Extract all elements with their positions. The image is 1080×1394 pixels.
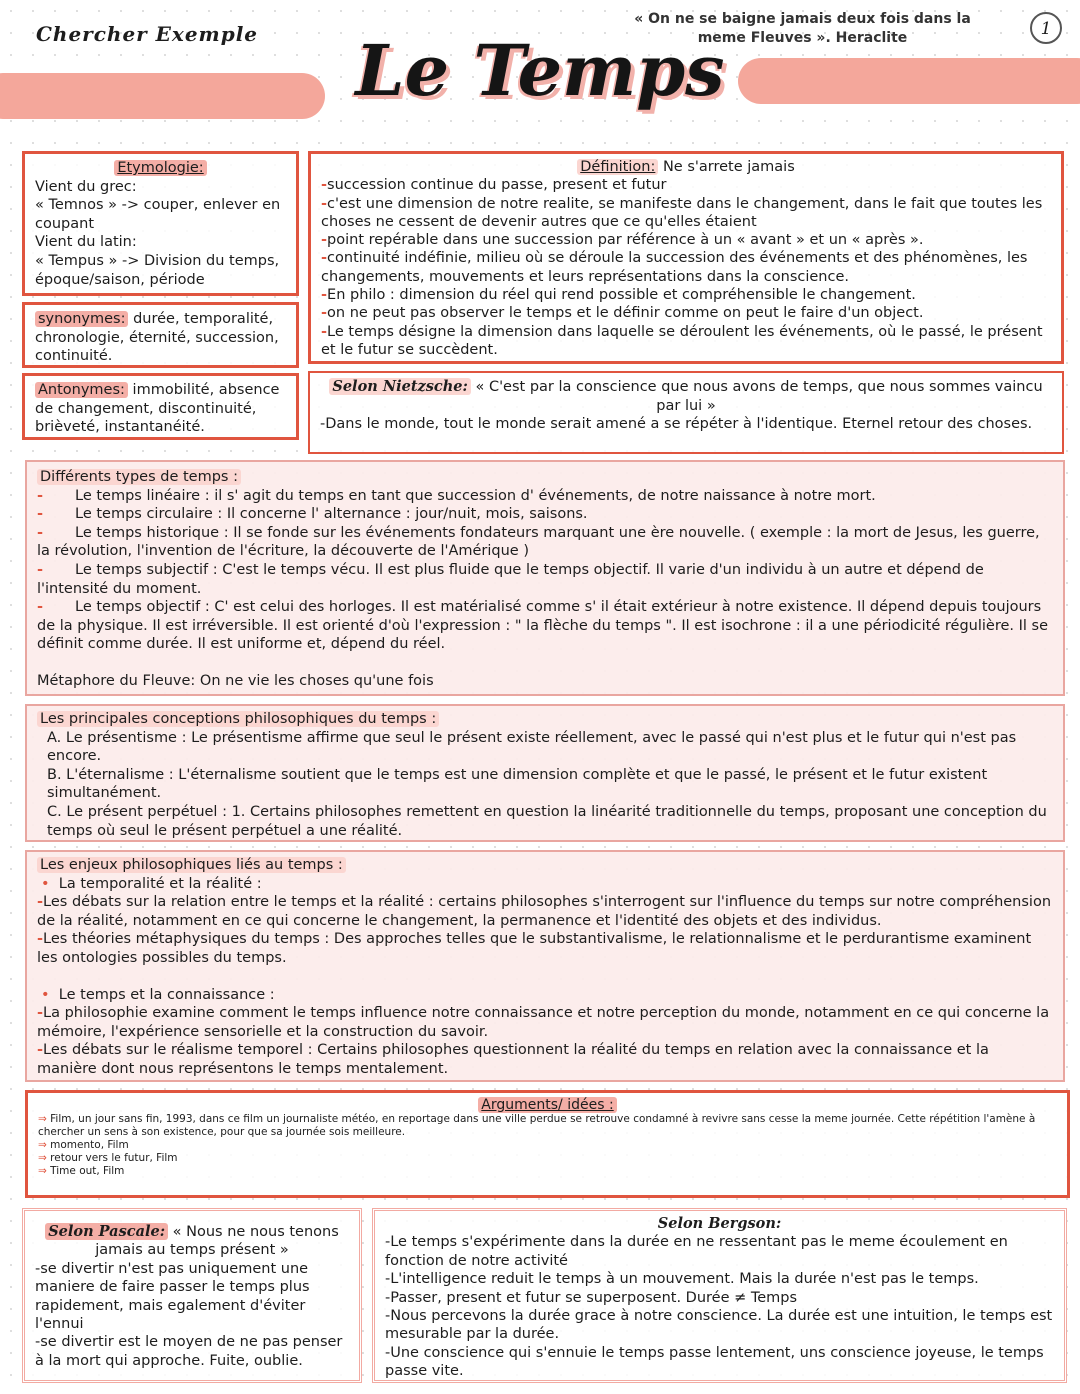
etymologie-line: Vient du grec: bbox=[35, 178, 137, 195]
types-title: Différents types de temps : bbox=[37, 469, 241, 485]
types-item: Le temps objectif : C' est celui des horloges. Il est matérialisé comme s' il était extérieur à notre existence. Il dépend depuis toujours de la physique. Il est irréversible. Il est orienté d'où l'expression : " la flèche du temps ". Il est isochrone : il a une périodicité régulière. Il se définit comme durée. Il est uniforme et, dépend du réel. bbox=[37, 599, 1048, 653]
arguments-item: Film, un jour sans fin, 1993, dans ce film un journaliste météo, en reportage dans une ville perdue se retrouve condamné à revivre sans cesse la meme journée. Cette répétition l'amène à chercher un sens à son existence, pour que sa journée sois meilleure. bbox=[38, 1113, 1036, 1138]
enjeux-item: Les débats sur la relation entre le temps et la réalité : certains philosophes s'interrogent sur l'influence du temps sur notre compréhension de la réalité, notamment en ce qui concerne le changement, la permanence et l'identité des objets et des individus. bbox=[37, 894, 1052, 929]
definition-subtitle: Ne s'arrete jamais bbox=[662, 159, 795, 175]
etymologie-line: Vient du latin: bbox=[35, 234, 137, 251]
page-number: 1 bbox=[1030, 12, 1062, 44]
bergson-line: -Passer, present et futur se superposent. Durée ≠ Temps bbox=[385, 1289, 798, 1306]
synonymes-text: durée, temporalité, chronologie, éternité, succession, continuité. bbox=[35, 311, 279, 365]
definition-line: on ne peut pas observer le temps et le définir comme on peut le faire d'un object. bbox=[327, 305, 924, 322]
header-band-right bbox=[738, 58, 1080, 104]
definition-label: Définition: bbox=[577, 159, 658, 175]
conceptions-item: C. Le présent perpétuel : 1. Certains philosophes remettent en question la linéarité traditionnelle du temps, proposant une conception du temps où seul le présent perpétuel a une réalité. bbox=[47, 803, 1047, 839]
pascal-label: Selon Pascale: bbox=[45, 1223, 168, 1240]
etymologie-title: Etymologie: bbox=[114, 160, 206, 176]
antonymes-label: Antonymes: bbox=[35, 382, 128, 398]
nietzsche-label: Selon Nietzsche: bbox=[329, 378, 471, 395]
conceptions-title: Les principales conceptions philosophiques du temps : bbox=[37, 711, 439, 727]
bergson-label: Selon Bergson: bbox=[657, 1215, 782, 1232]
bergson-line: -L'intelligence reduit le temps à un mouvement. Mais la durée n'est pas le temps. bbox=[385, 1271, 979, 1288]
types-metaphore: Métaphore du Fleuve: On ne vie les choses qu'une fois bbox=[37, 672, 434, 689]
search-hint: Chercher Exemple bbox=[36, 22, 259, 46]
arguments-box: Arguments/ idées : ⇒ Film, un jour sans fin, 1993, dans ce film un journaliste météo, en reportage dans une ville perdue se retrouve condamné à revivre sans cesse la meme journée. Cette répétition l'amène à chercher un sens à son existence, pour que sa journée sois meilleure. ⇒ momento, Film ⇒ retour vers le futur, Film ⇒ Time out, Film bbox=[25, 1090, 1070, 1198]
pascal-line: -se divertir est le moyen de ne pas penser à la mort qui approche. Fuite, oublie. bbox=[35, 1334, 343, 1369]
enjeux-heading-2: Le temps et la connaissance : bbox=[58, 986, 275, 1003]
enjeux-box: Les enjeux philosophiques liés au temps : • La temporalité et la réalité : -Les débats sur la relation entre le temps et la réalité : certains philosophes s'interrogent sur l'influence du temps sur notre compréhension de la réalité, notamment en ce qui concerne le changement, la permanence et l'identité des objets et des individus. -Les théories métaphysiques du temps : Des approches telles que le substantivalisme, le relationnalisme et le perdurantisme examinent les ontologies possibles du temps. • Le temps et la connaissance : -La philosophie examine comment le temps influence notre connaissance et notre perception du monde, notamment en ce qui concerne la mémoire, l'expérience sensorielle et la construction du savoir. -Les débats sur le réalisme temporel : Certains philosophes questionnent la réalité du temps en relation avec la connaissance et la manière dont nous représentons le temps mentalement. bbox=[25, 850, 1065, 1082]
types-item: Le temps historique : Il se fonde sur les événements fondateurs marquant une ère nouvelle. ( exemple : la mort de Jesus, les guerre, la révolution, l'invention de l'écriture, la découverte de l'Amérique ) bbox=[37, 524, 1040, 560]
conceptions-item: B. L'éternalisme : L'éternalisme soutient que le temps est une dimension complète et que le passé, le présent et le futur existent simultanément. bbox=[47, 766, 988, 802]
pascal-line: -se divertir n'est pas uniquement une maniere de faire passer le temps plus rapidement, mais egalement d'éviter l'ennui bbox=[35, 1260, 310, 1333]
types-item: Le temps linéaire : il s' agit du temps en tant que succession d' événements, de notre naissance à notre mort. bbox=[75, 487, 876, 504]
conceptions-item: A. Le présentisme : Le présentisme affirme que seul le présent existe réellement, avec le passé qui n'est plus et le futur qui n'est pas encore. bbox=[47, 729, 1017, 765]
bergson-line: -Nous percevons la durée grace à notre conscience. La durée est une intuition, le temps est mesurable par la durée. bbox=[385, 1308, 1053, 1343]
definition-line: point repérable dans une succession par référence à un « avant » et un « après ». bbox=[327, 232, 924, 249]
nietzsche-box bbox=[308, 371, 1064, 454]
definition-line: c'est une dimension de notre realite, se manifeste dans le changement, dans le fait que toutes les choses ne cessent de devenir autres que ce qu'elles étaient bbox=[321, 195, 1043, 230]
definition-line: En philo : dimension du réel qui rend possible et compréhensible le changement. bbox=[327, 287, 916, 304]
header-band-left bbox=[0, 73, 325, 119]
definition-line: Le temps désigne la dimension dans laquelle se déroulent les événements, où le passé, le présent et le futur se succèdent. bbox=[321, 323, 1043, 358]
types-item: Le temps circulaire : Il concerne l' alternance : jour/nuit, mois, saisons. bbox=[75, 506, 588, 523]
definition-line: succession continue du passe, present et futur bbox=[327, 177, 667, 194]
etymologie-line: « Tempus » -> Division du temps, époque/saison, période bbox=[35, 252, 280, 288]
bergson-line: -Le temps s'expérimente dans la durée en ne ressentant pas le meme écoulement en fonction de notre activité bbox=[385, 1234, 1008, 1269]
types-item: Le temps subjectif : C'est le temps vécu. Il est plus fluide que le temps objectif. Il varie d'un individu à un autre et dépend de l'intensité du moment. bbox=[37, 561, 984, 597]
etymologie-line: « Temnos » -> couper, enlever en coupant bbox=[35, 197, 281, 232]
pascal-box bbox=[22, 1208, 362, 1383]
nietzsche-quote: « C'est par la conscience que nous avons de temps, que nous sommes vaincu par lui » bbox=[475, 379, 1043, 414]
conceptions-box bbox=[25, 704, 1065, 842]
antonymes-text: immobilité, absence de changement, discontinuité, brièveté, instantanéité. bbox=[35, 382, 280, 436]
pascal-quote: « Nous ne nous tenons jamais au temps présent » bbox=[95, 1224, 339, 1259]
synonymes-label: synonymes: bbox=[35, 311, 128, 327]
arguments-item: retour vers le futur, Film bbox=[50, 1152, 178, 1164]
enjeux-item: Les théories métaphysiques du temps : Des approches telles que le substantivalisme, le relationnalisme et le perdurantisme examinent les ontologies possibles du temps. bbox=[37, 931, 1032, 966]
types-box: Différents types de temps : - Le temps linéaire : il s' agit du temps en tant que succession d' événements, de notre naissance à notre mort. - Le temps circulaire : Il concerne l' alternance : jour/nuit, mois, saisons. - Le temps historique : Il se fonde sur les événements fondateurs marquant une ère nouvelle. ( exemple : la mort de Jesus, les guerre, la révolution, l'invention de l'écriture, la découverte de l'Amérique ) - Le temps subjectif : C'est le temps vécu. Il est plus fluide que le temps objectif. Il varie d'un individu à un autre et dépend de l'intensité du moment. - Le temps objectif : C' est celui des horloges. Il est matérialisé comme s' il était extérieur à notre existence. Il dépend depuis toujours de la physique. Il est irréversible. Il est orienté d'où l'expression : " la flèche du temps ". Il est isochrone : il a une périodicité régulière. Il se définit comme durée. Il est uniforme et, dépend du réel. Métaphore du Fleuve: On ne vie les choses qu'une fois bbox=[25, 460, 1065, 696]
page-title: Le Temps bbox=[355, 29, 725, 112]
header-quote: « On ne se baigne jamais deux fois dans la meme Fleuves ». Heraclite bbox=[634, 11, 971, 46]
bergson-line: -Une conscience qui s'ennuie le temps passe lentement, uns conscience joyeuse, le temps passe vite. bbox=[385, 1344, 1044, 1380]
definition-box: Définition: Ne s'arrete jamais -succession continue du passe, present et futur -c'est une dimension de notre realite, se manifeste dans le changement, dans le fait que toutes les choses ne cessent de devenir autres que ce qu'elles étaient -point repérable dans une succession par référence à un « avant » et un « après ». -continuité indéfinie, milieu où se déroule la succession des événements et des phénomènes, les changements, mouvements et leurs représentations dans la conscience. -En philo : dimension du réel qui rend possible et compréhensible le changement. -on ne peut pas observer le temps et le définir comme on peut le faire d'un object. -Le temps désigne la dimension dans laquelle se déroulent les événements, où le passé, le présent et le futur se succèdent. bbox=[308, 151, 1064, 364]
antonymes-box bbox=[22, 373, 299, 440]
definition-line: continuité indéfinie, milieu où se déroule la succession des événements et des phénomènes, les changements, mouvements et leurs représentations dans la conscience. bbox=[321, 250, 1028, 285]
enjeux-title: Les enjeux philosophiques liés au temps : bbox=[37, 857, 346, 873]
etymologie-box bbox=[22, 151, 299, 296]
arguments-item: Time out, Film bbox=[50, 1165, 125, 1177]
arguments-title: Arguments/ idées : bbox=[478, 1097, 616, 1113]
nietzsche-text: -Dans le monde, tout le monde serait amené a se répéter à l'identique. Eternel retour des choses. bbox=[320, 416, 1033, 433]
synonymes-box bbox=[22, 302, 299, 368]
bergson-box bbox=[372, 1208, 1067, 1383]
enjeux-item: La philosophie examine comment le temps influence notre connaissance et notre perception du monde, notamment en ce qui concerne la mémoire, l'expérience sensorielle et la construction du savoir. bbox=[37, 1005, 1050, 1040]
enjeux-heading-1: La temporalité et la réalité : bbox=[58, 875, 262, 892]
arguments-item: momento, Film bbox=[50, 1139, 129, 1151]
enjeux-item: Les débats sur le réalisme temporel : Certains philosophes questionnent la réalité du temps en relation avec la connaissance et la manière dont nous représentons le temps mentalement. bbox=[37, 1042, 989, 1077]
